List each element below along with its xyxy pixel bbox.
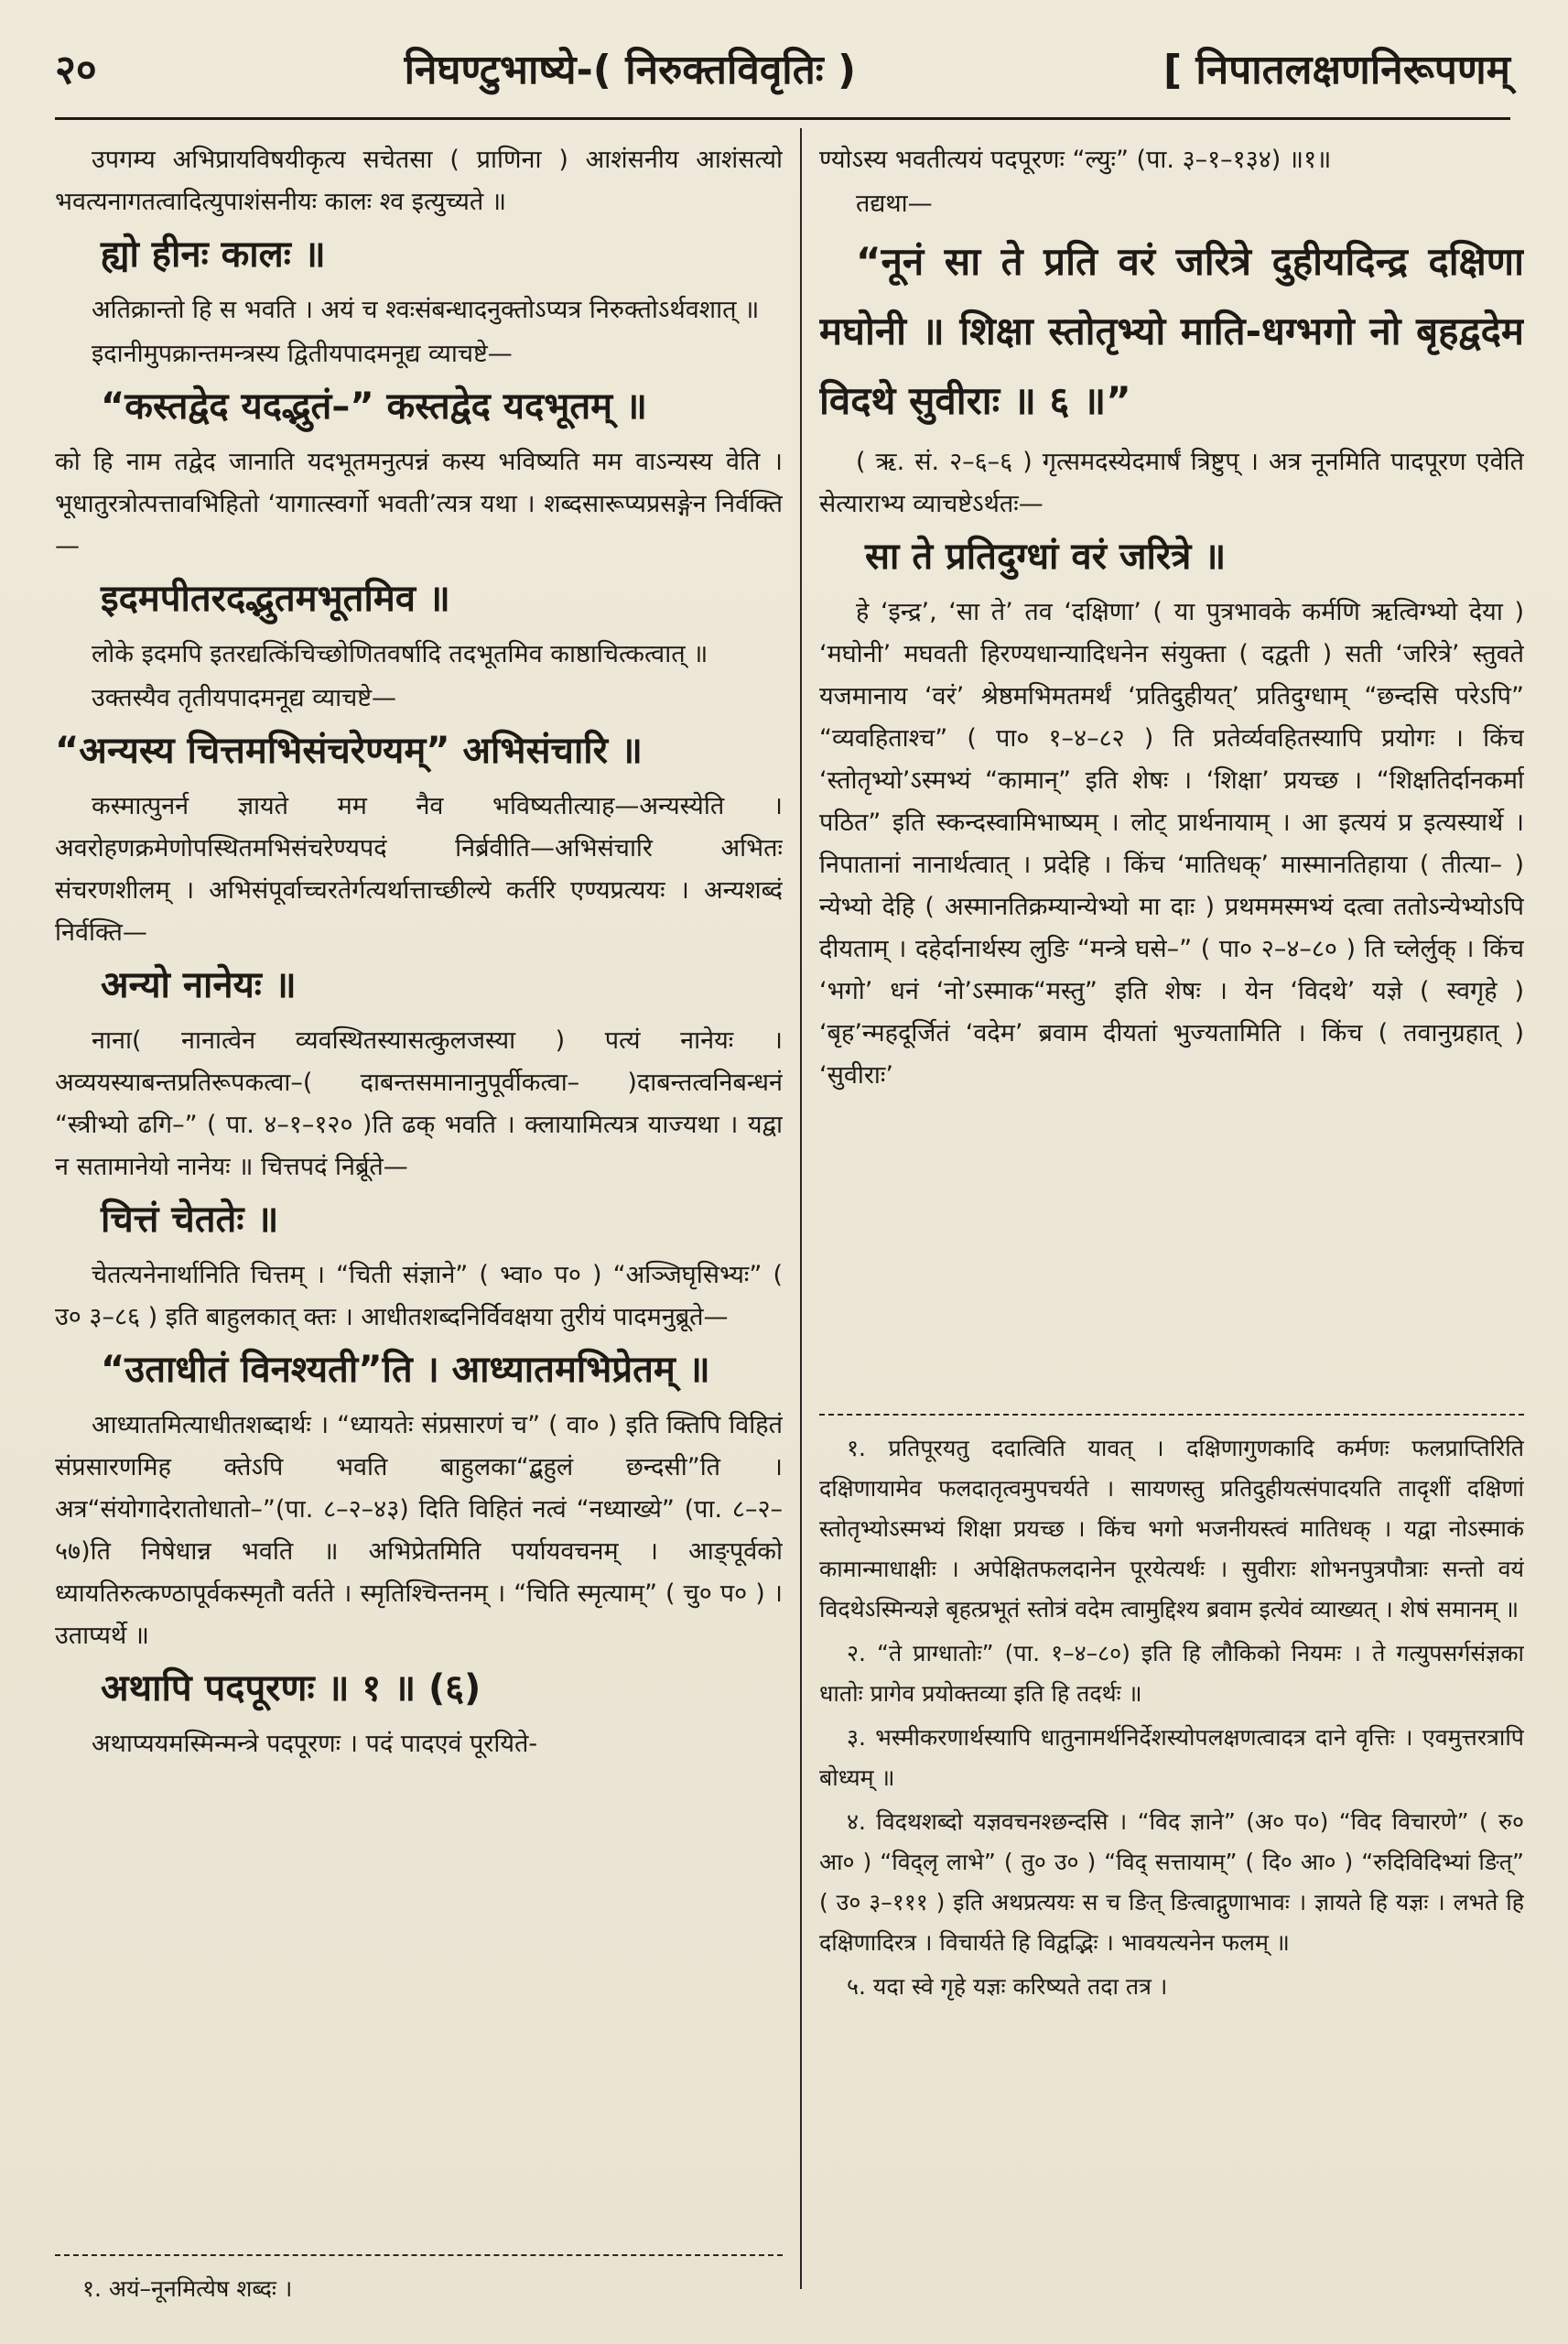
footnote: २. “ते प्राग्धातोः” (पा. १–४–८०) इति हि लौकिको नियमः । ते गत्युपसर्गसंज्ञका धातोः प्रागेव प्रयोक्तव्या इति हि तदर्थः ॥ bbox=[819, 1640, 1524, 1707]
lemma-heading: “कस्तद्वेद यदद्भुतं–” कस्तद्वेद यदभूतम् ॥ bbox=[101, 385, 647, 428]
lemma-heading: सा ते प्रतिदुग्धां वरं जरित्रे ॥ bbox=[865, 536, 1227, 578]
lemma-heading: ह्यो हीनः कालः ॥ bbox=[101, 233, 326, 276]
lemma-heading: इदमपीतरदद्भुतमभूतमिव ॥ bbox=[101, 578, 450, 620]
paragraph: चेतत्यनेनार्थानिति चित्तम् । “चिती संज्ञाने” ( भ्वा० प० ) “अञ्जिघृसिभ्यः” ( उ० ३–८६ ) इति बाहुलकात् क्तः । आधीतशब्दनिर्विवक्षया तुरीयं पादमनुब्रूते— bbox=[55, 1261, 783, 1331]
lemma-heading: “उताधीतं विनश्यती”ति । आध्यातमभिप्रेतम् ॥ bbox=[101, 1349, 710, 1391]
footnote: १. प्रतिपूरयतु ददात्विति यावत् । दक्षिणागुणकादि कर्मणः फलप्राप्तिरिति दक्षिणायामेव फलदातृत्वमुपचर्यते । सायणस्तु प्रतिदुहीयत्संपादयति तादृशीं दक्षिणां स्तोतृभ्योऽस्मभ्यं शिक्षा प्रयच्छ । किंच भगो भजनीयस्त्वं मातिधक् । यद्वा नोऽस्माकं कामान्माधाक्षीः । अपेक्षितफलदानेन पूरयेत्यर्थः । सुवीराः शोभनपुत्रपौत्राः सन्तो वयं विदथेऽस्मिन्यज्ञे बृहत्प्रभूतं स्तोत्रं वदेम त्वामुद्दिश्य ब्रवाम इत्येवं व्याख्यत् । शेषं समानम् ॥ bbox=[819, 1435, 1524, 1622]
header-rule bbox=[55, 117, 1510, 120]
page-number: २० bbox=[55, 47, 97, 93]
section-title: [ निपातलक्षणनिरूपणम् bbox=[1162, 47, 1510, 93]
paragraph: उपगम्य अभिप्रायविषयीकृत्य सचेतसा ( प्राणिना ) आशंसनीय आशंसत्यो भवत्यनागतत्वादित्युपाशंसनीयः कालः श्व इत्युच्यते ॥ bbox=[55, 146, 783, 216]
footnote: ५. यदा स्वे गृहे यज्ञः करिष्यते तदा तत्र । bbox=[847, 1973, 1168, 2000]
paragraph: अतिक्रान्तो हि स भवति । अयं च श्वःसंबन्धादनुक्तोऽप्यत्र निरुक्तोऽर्थवशात् ॥ bbox=[92, 296, 760, 324]
lemma-heading: चित्तं चेततेः ॥ bbox=[101, 1199, 279, 1241]
paragraph: को हि नाम तद्वेद जानाति यदभूतमनुत्पन्नं कस्य भविष्यति मम वाऽन्यस्य वेति । भूधातुरत्रोत्पत्तावभिहितो ‘यागात्स्वर्गो भवती’त्यत्र यथा । शब्दसारूप्यप्रसङ्गेन निर्वक्ति— bbox=[55, 448, 783, 560]
lemma-heading: “अन्यस्य चित्तमभिसंचरेण्यम्” अभिसंचारि ॥ bbox=[55, 730, 643, 772]
footnote: १. अयं–नूनमित्येष शब्दः । bbox=[82, 2275, 293, 2302]
footnote: ४. विदथशब्दो यज्ञवचनश्छन्दसि । “विद ज्ञाने” (अ० प०) “विद विचारणे” ( रु० आ० ) “विद्लृ लाभे” ( तु० उ० ) “विद् सत्तायाम्” ( दि० आ० ) “रुदिविदिभ्यां ङित्” ( उ० ३–१११ ) इति अथप्रत्ययः स च ङित् ङित्वाद्गुणाभावः । ज्ञायते हि यज्ञः । लभते हि दक्षिणादिरत्र । विचार्यते हि विद्वद्भिः । भावयत्यनेन फलम् ॥ bbox=[819, 1808, 1524, 1956]
left-footnotes bbox=[55, 2241, 783, 2313]
footnote: ३. भस्मीकरणार्थस्यापि धातुनामर्थनिर्देशस्योपलक्षणत्वादत्र दाने वृत्तिः । एवमुत्तरत्रापि बोध्यम् ॥ bbox=[819, 1724, 1524, 1791]
running-header bbox=[55, 27, 1510, 108]
paragraph: कस्मात्पुनर्न ज्ञायते मम नैव भविष्यतीत्याह—अन्यस्येति । अवरोहणक्रमेणोपस्थितमभिसंचरेण्यपदं निर्ब्रवीति—अभिसंचारि अभितः संचरणशीलम् । अभिसंपूर्वाच्चरतेर्गत्यर्थात्ताच्छील्ये कर्तरि एण्यप्रत्ययः । अन्यशब्दं निर्वक्ति— bbox=[55, 792, 783, 947]
paragraph: लोके इदमपि इतरद्यत्किंचिच्छोणितवर्षादि तदभूतमिव काष्ठाचित्कत्वात् ॥ bbox=[92, 640, 708, 668]
mantra-quote: “नूनं सा ते प्रति वरं जरित्रे दुहीयदिन्द्र दक्षिणा मघोनी ॥ शिक्षा स्तोतृभ्यो माति-धग्भगो नो बृहद्वदेम विदथे सुवीराः ॥ ६ ॥” bbox=[819, 239, 1524, 423]
right-footnotes bbox=[819, 1401, 1524, 2317]
column-divider bbox=[800, 128, 802, 2289]
footnote-rule bbox=[55, 2254, 783, 2256]
paragraph: नाना( नानात्वेन व्यवस्थितस्यासत्कुलजस्या ) पत्यं नानेयः । अव्ययस्याबन्तप्रतिरूपकत्वा–( दाबन्तसमानानुपूर्वीकत्वा– )दाबन्तत्वनिबन्धनं “स्त्रीभ्यो ढगि–” ( पा. ४–१–१२० )ति ढक् भवति । क्लायामित्यत्र याज्यथा । यद्वा न सतामानेयो नानेयः ॥ चित्तपदं निर्ब्रूते— bbox=[55, 1026, 783, 1181]
left-column bbox=[55, 139, 783, 2236]
paragraph: अथाप्ययमस्मिन्मन्त्रे पदपूरणः । पदं पादएवं पूरयिते- bbox=[92, 1730, 538, 1758]
book-title: निघण्टुभाष्ये-( निरुक्तविवृतिः ) bbox=[404, 47, 857, 93]
paragraph: ण्योऽस्य भवतीत्ययं पदपूरणः “ल्युः” (पा. ३–१–१३४) ॥१॥ bbox=[819, 146, 1332, 174]
paragraph: उक्तस्यैव तृतीयपादमनूद्य व्याचष्टे— bbox=[92, 684, 397, 712]
paragraph: ( ऋ. सं. २–६–६ ) गृत्समदस्येदमार्षं त्रिष्टुप् । अत्र नूनमिति पादपूरण एवेति सेत्याराभ्य व्याचष्टेऽर्थतः— bbox=[819, 448, 1524, 518]
paragraph: इदानीमुपक्रान्तमन्त्रस्य द्वितीयपादमनूद्य व्याचष्टे— bbox=[92, 340, 513, 368]
paragraph: तद्यथा— bbox=[856, 190, 933, 218]
paragraph: हे ‘इन्द्र’, ‘सा ते’ तव ‘दक्षिणा’ ( या पुत्रभावके कर्मणि ऋत्विग्भ्यो देया ) ‘मघोनी’ मघवती हिरण्यधान्यादिधनेन संयुक्ता ( दद्वती ) सती ‘जरित्रे’ स्तुवते यजमानाय ‘वरं’ श्रेष्ठमभिमतमर्थं ‘प्रतिदुहीयत्’ प्रतिदुग्धाम् “छन्दसि परेऽपि” “व्यवहिताश्च” ( पा० १–४–८२ ) ति प्रतेर्व्यवहितस्यापि प्रयोगः । किंच ‘स्तोतृभ्यो’ऽस्मभ्यं “कामान्” इति शेषः । ‘शिक्षा’ प्रयच्छ । “शिक्षतिर्दानकर्मा पठित” इति स्कन्दस्वामिभाष्यम् । लोट् प्रार्थनायाम् । आ इत्ययं प्र इत्यस्यार्थे । निपातानां नानार्थत्वात् । प्रदेहि । किंच ‘मातिधक्’ मास्मानतिहाया ( तीत्या– ) न्येभ्यो देहि ( अस्मानतिक्रम्यान्येभ्यो मा दाः ) प्रथममस्मभ्यं दत्वा ततोऽन्येभ्योऽपि दीयताम् । दहेर्दानार्थस्य लुङि “मन्त्रे घसे–” ( पा० २–४–८० ) ति च्लेर्लुक् । किंच ‘भगो’ धनं ‘नो’ऽस्माक“मस्तु” इति शेषः । येन ‘विदथे’ यज्ञे ( स्वगृहे ) ‘बृह’न्महदूर्जितं ‘वदेम’ ब्रवाम दीयतां भुज्यतामिति । किंच ( तवानुग्रहात् ) ‘सुवीराः’ bbox=[819, 598, 1524, 1090]
footnote-rule bbox=[819, 1414, 1524, 1416]
lemma-heading: अथापि पदपूरणः ॥ १ ॥ (६) bbox=[101, 1667, 481, 1709]
lemma-heading: अन्यो नानेयः ॥ bbox=[101, 964, 297, 1006]
paragraph: आध्यातमित्याधीतशब्दार्थः । “ध्यायतेः संप्रसारणं च” ( वा० ) इति क्तिपि विहितं संप्रसारणमिह क्तेऽपि भवति बाहुलका“द्बहुलं छन्दसी”ति । अत्र“संयोगादेरातोधातो–”(पा. ८–२–४३) दिति विहितं नत्वं “नध्याख्ये” (पा. ८–२–५७)ति निषेधान्न भवति ॥ अभिप्रेतमिति पर्यायवचनम् । आङ्पूर्वको ध्यायतिरुत्कण्ठापूर्वकस्मृतौ वर्तते । स्मृतिश्चिन्तनम् । “चिति स्मृत्याम्” ( चु० प० ) । उताप्यर्थे ॥ bbox=[55, 1411, 783, 1650]
